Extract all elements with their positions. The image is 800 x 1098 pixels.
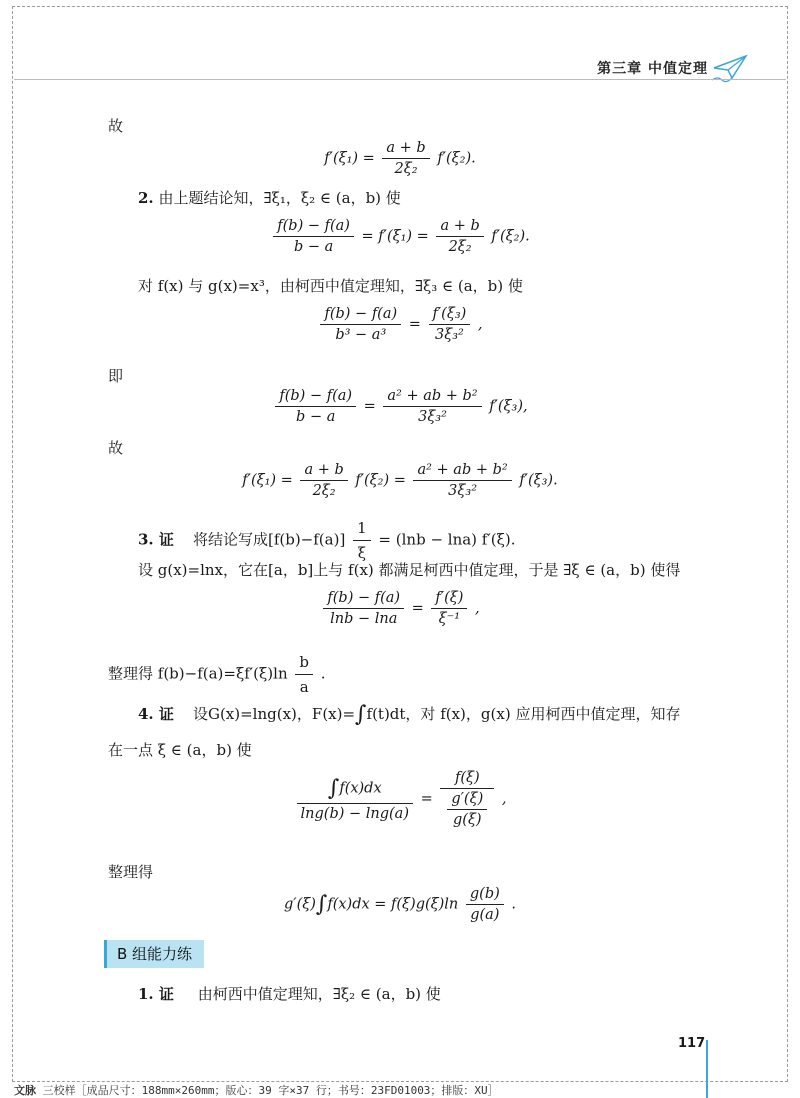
problem-3-number: 3. 证 xyxy=(138,530,174,549)
eq6-equals: = xyxy=(411,600,424,617)
eq4-fraction-right xyxy=(383,388,481,425)
integral-sign: ∫ xyxy=(355,702,367,727)
eq7-fraction-left xyxy=(297,776,413,822)
text-gu-2: 故 xyxy=(108,439,124,457)
equation-7 xyxy=(0,770,800,828)
print-footer xyxy=(14,1082,499,1098)
b-problem-1-number: 1. 证 xyxy=(138,985,174,1003)
eq2-fraction-right xyxy=(436,218,483,255)
eq1-den: 2ξ₂ xyxy=(394,161,418,177)
text-she: 设 g(x)=lnx，它在[a，b]上与 f(x) 都满足柯西中值定理，于是 ∃ξ ∈ (a，b) 使得 xyxy=(138,561,681,579)
eq7-inner-fraction xyxy=(447,791,487,828)
p3-fraction xyxy=(353,518,371,563)
eq2-den2: 2ξ₂ xyxy=(448,239,472,255)
problem-4-number: 4. 证 xyxy=(138,705,174,723)
eq3-num2: f′(ξ₃) xyxy=(429,306,471,325)
eq5-mid: f′(ξ₂) = xyxy=(355,472,406,489)
eq6-fraction-right xyxy=(431,590,467,627)
eq4-fraction-left xyxy=(275,388,356,425)
eq6-num: f(b) − f(a) xyxy=(323,590,404,609)
eq5-fraction-right xyxy=(413,462,511,499)
eq7-rnum: f(ξ) xyxy=(440,770,494,789)
equation-6 xyxy=(0,590,800,627)
running-header xyxy=(0,52,800,82)
eq6-num2: f′(ξ) xyxy=(431,590,467,609)
eq2-fraction-left xyxy=(273,218,354,255)
result-1-num: b xyxy=(295,652,313,675)
equation-4 xyxy=(0,388,800,425)
eq8-tail: . xyxy=(511,896,516,913)
eq5-lhs: f′(ξ₁) = xyxy=(242,472,293,489)
eq3-num: f(b) − f(a) xyxy=(320,306,401,325)
eq5-den2: 3ξ₃² xyxy=(448,483,478,499)
b-problem-1-text: 由柯西中值定理知，∃ξ₂ ∈ (a，b) 使 xyxy=(197,985,441,1003)
eq5-den: 2ξ₂ xyxy=(312,483,336,499)
problem-3-line xyxy=(138,518,516,563)
eq5-num2: a² + ab + b² xyxy=(413,462,511,481)
problem-4-text: 设G(x)=lng(x)，F(x)= xyxy=(192,705,356,723)
eq8-num: g(b) xyxy=(466,886,504,905)
eq8-mid: f(x)dx = f(ξ)g(ξ)ln xyxy=(327,896,459,913)
eq7-integral-sign: ∫ xyxy=(327,776,340,801)
eq4-equals: = xyxy=(363,398,376,415)
text-ji: 即 xyxy=(108,367,124,385)
eq2-num: f(b) − f(a) xyxy=(273,218,354,237)
page-number: 117 xyxy=(678,1036,706,1051)
eq3-den: b³ − a³ xyxy=(335,327,387,343)
problem-4-line xyxy=(138,704,680,725)
result-1-fraction xyxy=(295,652,313,697)
text-zhengli-2: 整理得 xyxy=(108,863,154,881)
footer-info: 三校样［成品尺寸：188mm×260mm；版心：39 字×37 行；书号：23FD01003；排版：XU］ xyxy=(42,1084,499,1097)
eq3-equals: = xyxy=(408,316,421,333)
p3-frac-num: 1 xyxy=(353,518,371,541)
eq7-rden-den: g(ξ) xyxy=(453,812,482,828)
problem-2-number: 2. xyxy=(138,189,154,207)
problem-3-text: 将结论写成[f(b)−f(a)] xyxy=(192,530,346,549)
eq5-fraction-left xyxy=(300,462,347,499)
eq7-den: lng(b) − lng(a) xyxy=(300,806,409,822)
section-tag-b: B 组能力练 xyxy=(104,940,204,968)
equation-8 xyxy=(0,886,800,923)
eq4-rhs: f′(ξ₃), xyxy=(489,398,528,415)
eq7-integrand: f(x)dx xyxy=(339,780,382,797)
problem-3-tail: = (lnb − lna) f′(ξ). xyxy=(378,530,516,549)
eq8-den: g(a) xyxy=(470,907,500,923)
eq6-den: lnb − lna xyxy=(330,611,398,627)
eq1-lhs: f′(ξ₁) = xyxy=(324,150,375,167)
equation-2 xyxy=(0,218,800,255)
eq6-tail: , xyxy=(475,600,480,617)
eq3-tail: , xyxy=(477,316,483,333)
eq7-fraction-right xyxy=(440,770,494,828)
equation-5 xyxy=(0,462,800,499)
eq7-num xyxy=(297,776,413,804)
eq7-rden xyxy=(440,789,494,828)
result-1-den: a xyxy=(299,678,309,696)
eq3-fraction-right xyxy=(429,306,471,343)
eq1-num: a + b xyxy=(382,140,429,159)
eq8-integral-sign: ∫ xyxy=(315,892,328,917)
eq3-den2: 3ξ₃² xyxy=(434,327,464,343)
eq4-den2: 3ξ₃² xyxy=(418,409,447,425)
chapter-title: 第三章 中值定理 xyxy=(597,61,708,77)
problem-2-line xyxy=(138,188,401,208)
eq2-den: b − a xyxy=(293,239,334,255)
eq2-mid: = f′(ξ₁) = xyxy=(361,228,429,245)
header-rule xyxy=(14,79,786,80)
eq6-fraction-left xyxy=(323,590,404,627)
equation-1 xyxy=(0,140,800,177)
equation-3 xyxy=(0,306,800,343)
problem-4-tail: f(t)dt，对 f(x)，g(x) 应用柯西中值定理，知存 xyxy=(366,705,681,723)
eq3-fraction-left xyxy=(320,306,401,343)
result-line-1 xyxy=(108,652,326,697)
eq8-fraction xyxy=(466,886,504,923)
eq5-num: a + b xyxy=(300,462,347,481)
problem-2-text: 由上题结论知，∃ξ₁，ξ₂ ∈ (a，b) 使 xyxy=(158,189,401,207)
eq6-den2: ξ⁻¹ xyxy=(438,611,461,627)
eq4-den: b − a xyxy=(296,409,336,425)
text-gu-1: 故 xyxy=(108,117,124,135)
eq7-equals: = xyxy=(420,791,433,807)
eq1-rhs: f′(ξ₂). xyxy=(437,150,476,167)
margin-bar xyxy=(706,1040,708,1098)
eq2-num2: a + b xyxy=(436,218,483,237)
eq4-num2: a² + ab + b² xyxy=(383,388,481,407)
b-problem-1-line xyxy=(138,984,441,1004)
eq7-rden-num: g′(ξ) xyxy=(447,791,487,810)
footer-brand: 文脉 xyxy=(14,1084,36,1097)
eq8-lhs: g′(ξ) xyxy=(284,896,316,913)
result-1-text: 整理得 f(b)−f(a)=ξf′(ξ)ln xyxy=(108,664,288,683)
eq5-rhs: f′(ξ₃). xyxy=(519,472,558,489)
result-1-period: . xyxy=(320,664,326,683)
eq7-tail: , xyxy=(501,791,507,807)
eq4-num: f(b) − f(a) xyxy=(275,388,356,407)
eq1-fraction xyxy=(382,140,429,177)
problem-4-line-2: 在一点 ξ ∈ (a，b) 使 xyxy=(108,741,252,759)
eq2-rhs: f′(ξ₂). xyxy=(491,228,530,245)
text-dui: 对 f(x) 与 g(x)=x³，由柯西中值定理知，∃ξ₃ ∈ (a，b) 使 xyxy=(138,277,523,295)
p3-frac-den: ξ xyxy=(357,544,366,562)
